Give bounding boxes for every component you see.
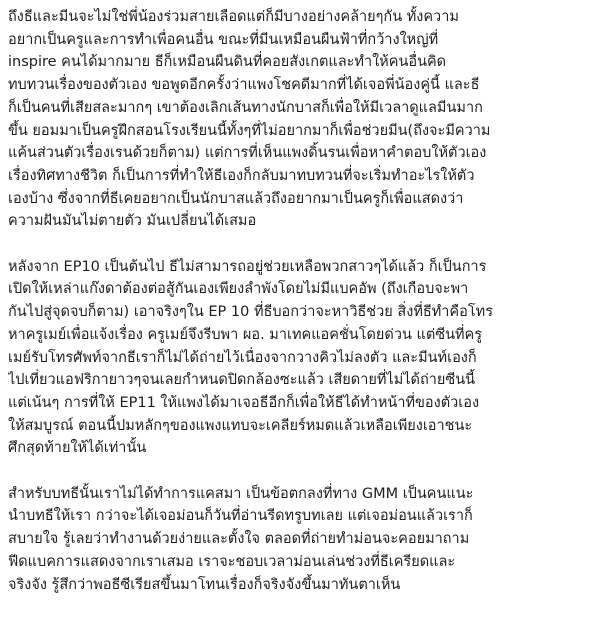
text-line: เปิดให้เหล่าแก๊งดาต้องต่อสู้กันเองเพียงลำพังโดยไม่มีแบคอัพ (ถึงเกือบจะพา <box>8 281 469 298</box>
text-line: หลังจาก EP10 เป็นต้นไป ธีไม่สามารถอยู่ช่วยเหลือพวกสาวๆได้แล้ว ก็เป็นการ <box>8 258 487 275</box>
text-line: ความฝันมันไม่ตายตัว มันเปลี่ยนได้เสมอ <box>8 213 257 230</box>
text-line: ขึ้น ยอมมาเป็นครูฝึกสอนโรงเรียนนี้ทั้งๆที่ไม่อยากมาก็เพื่อช่วยมีน(ถึงจะมีความ <box>8 122 491 139</box>
text-line: นำบทธีให้เรา กว่าจะได้เจอม่อนก็วันที่อ่านรีดทรูบทเลย แต่เจอม่อนแล้วเราก็ <box>8 508 473 525</box>
text-line: เรื่องทิศทางชีวิต ก็เป็นการที่ทำให้ธีเองก็กลับมาทบทวนที่จะเริ่มทำอะไรให้ตัว <box>8 167 475 184</box>
text-line: ก็เป็นคนที่เสียสละมากๆ เขาต้องเลิกเส้นทางนักบาสก็เพื่อให้มีเวลาดูแลมีนมาก <box>8 99 483 116</box>
text-line: inspire คนได้มากมาย ธีก็เหมือนผืนดินที่คอยสังเกตและทำให้คนอื่นคิด <box>8 54 447 71</box>
text-line: ให้สมบูรณ์ ตอนนี้ปมหลักๆของแพงแทบจะเคลียร์หมดแล้วเหลือเพียงเอาชนะ <box>8 417 473 434</box>
text-line: ฟีดแบคการแสดงจากเราเสมอ เราจะชอบเวลาม่อนเล่นช่วงที่ธีเครียดและ <box>8 553 456 570</box>
text-line: เมย์รับโทรศัพท์จากธีเราก็ไม่ได้ถ่ายไว้เนื่องจากวางคิวไม่ลงตัว และมีนท์เองก็ <box>8 349 477 366</box>
text-line: สบายใจ รู้เลยว่าทำงานด้วยง่ายและตั้งใจ ตลอดที่ถ่ายทำม่อนจะคอยมาถาม <box>8 531 470 548</box>
text-line: แค้นส่วนตัวเรื่องเรนด้วยก็ตาม) แต่การที่เห็นแพงดิ้นรนเพื่อหาคำตอบให้ตัวเอง <box>8 145 487 162</box>
paragraph-2 <box>8 256 598 460</box>
text-line: เองบ้าง ซึ่งจากที่ธีเคยอยากเป็นนักบาสแล้วถึงอยากมาเป็นครูก็เพื่อแสดงว่า <box>8 190 464 207</box>
text-line: อยากเป็นครูและการทำเพื่อคนอื่น ขณะที่มีนเหมือนผืนฟ้าที่กว้างใหญ่ที่ <box>8 31 439 48</box>
text-line: ทบทวนเรื่องของตัวเอง ขอพูดอีกครั้งว่าแพงโชคดีมากที่ได้เจอพี่น้องคู่นี้ และธี <box>8 77 480 94</box>
text-line: กันไปสู่จุดจบก็ตาม) เอาจริงๆใน EP 10 ที่ธีบอกว่าจะหาวิธีช่วย สิ่งที่ธีทำคือโทร <box>8 304 493 321</box>
text-line: สำหรับบทธีนั้นเราไม่ได้ทำการแคสมา เป็นข้อตกลงที่ทาง GMM เป็นคนแนะ <box>8 485 474 502</box>
paragraph-3 <box>8 483 598 597</box>
text-line: ไปเที่ยวแอฟริกายาวๆจนเลยกำหนดปิดกล้องซะแล้ว เสียดายที่ไม่ได้ถ่ายซีนนี้ <box>8 372 476 389</box>
text-line: แต่เน้นๆ การที่ให้ EP11 ให้แพงได้มาเจอธีอีกก็เพื่อให้ธีได้ทำหน้าที่ของตัวเอง <box>8 394 480 411</box>
paragraph-1 <box>8 6 598 233</box>
text-line: หาครูเมย์เพื่อแจ้งเรื่อง ครูเมย์จึงรีบพา ผอ. มาเทคแอคชั่นโดยด่วน แต่ซีนที่ครู <box>8 326 483 343</box>
text-line: ถึงธีและมีนจะไม่ใช่พี่น้องร่วมสายเลือดแต่ก็มีบางอย่างคล้ายๆกัน ทั้งความ <box>8 9 459 25</box>
text-line: จริงจัง รู้สึกว่าพอธีซีเรียสขึ้นมาโทนเรื่องก็จริงจังขึ้นมาทันตาเห็น <box>8 576 401 593</box>
post-body <box>8 6 598 619</box>
text-line: ศึกสุดท้ายให้ได้เท่านั้น <box>8 440 147 457</box>
